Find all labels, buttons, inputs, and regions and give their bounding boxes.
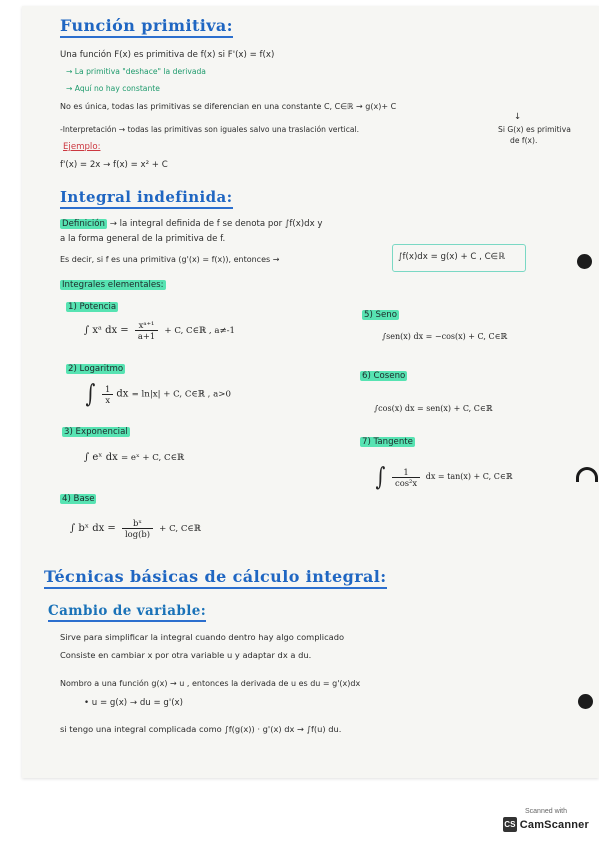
formula-coseno: ∫cos(x) dx = sen(x) + C, C∈ℝ <box>374 404 493 413</box>
camscanner-icon: CS <box>503 817 517 832</box>
formula-base: ∫ bˣ dx = $\frac{\text{bˣ}}{\log(b)}$ + C, C∈ℝ <box>70 518 201 539</box>
item-label: 4) Base <box>62 494 95 504</box>
ring-binder-arc <box>576 467 598 482</box>
boxed-formula-text: ∫f(x)dx = g(x) + C , C∈ℝ <box>398 252 505 262</box>
section-title-tecnicas: Técnicas básicas de cálculo integral: <box>44 567 387 589</box>
section-title-indefinida: Integral indefinida: <box>60 188 233 209</box>
side-note: Si G(x) es primitiva <box>498 125 571 134</box>
formula-potencia: ∫ xᵃ dx = $\frac{\text{xᵃ⁺¹}}{a+1}$ + C, C∈ℝ , a≠-1 <box>84 320 236 341</box>
item-label: 3) Exponencial <box>64 427 128 437</box>
definition-line: Una función F(x) es primitiva de f(x) si F'(x) = f(x) <box>60 50 275 60</box>
camscanner-logo <box>503 808 589 832</box>
formula-logaritmo: ∫ $\frac{1}{x}$ dx = ln|x| + C, C∈ℝ , a>0 <box>85 379 231 408</box>
scanned-with-label: Scanned with <box>524 808 568 815</box>
side-arrow: ↓ <box>514 112 522 122</box>
example-label: Ejemplo: <box>63 142 101 152</box>
text-line: a la forma general de la primitiva de f. <box>60 234 226 244</box>
text-line: Nombro a una función g(x) → u , entonces la derivada de u es du = g'(x)dx <box>60 679 361 688</box>
note-line: → Aquí no hay constante <box>66 84 160 93</box>
punch-hole-bottom <box>578 694 593 709</box>
formula-tangente: ∫ $\frac{1}{\text{cos²x}}$ dx = tan(x) + C, C∈ℝ <box>375 462 513 491</box>
text-line: Consiste en cambiar x por otra variable u y adaptar dx a du. <box>60 650 312 660</box>
elementales-heading: Integrales elementales: <box>62 280 164 290</box>
item-label: 5) Seno <box>364 310 397 320</box>
definition-label: Definición <box>62 219 105 229</box>
item-label: 6) Coseno <box>362 371 406 381</box>
subsection-title-cambio: Cambio de variable: <box>48 603 206 622</box>
item-label: 2) Logaritmo <box>68 364 124 374</box>
section-title-primitiva: Función primitiva: <box>60 16 233 38</box>
definition-line: Definición → la integral definida de f se denota por ∫f(x)dx y <box>62 219 323 229</box>
text-line: si tengo una integral complicada como ∫f(g(x)) · g'(x) dx → ∫f(u) du. <box>60 724 342 734</box>
punch-hole-top <box>577 254 592 269</box>
item-label: 1) Potencia <box>68 302 117 312</box>
item-label: 7) Tangente <box>362 437 413 447</box>
text-line: No es única, todas las primitivas se diferencian en una constante C, C∈ℝ → g(x)+ C <box>60 102 397 111</box>
note-line: → La primitiva "deshace" la derivada <box>66 67 206 76</box>
formula-exponencial: ∫ eˣ dx = eˣ + C, C∈ℝ <box>84 452 185 463</box>
example-formula: f'(x) = 2x → f(x) = x² + C <box>60 160 168 170</box>
side-note: de f(x). <box>510 136 538 145</box>
text-line: Es decir, si f es una primitiva (g'(x) = f(x)), entonces → <box>60 255 280 264</box>
text-line: Sirve para simplificar la integral cuando dentro hay algo complicado <box>60 632 345 642</box>
bullet-line: • u = g(x) → du = g'(x) <box>84 698 183 708</box>
camscanner-brand: CamScanner <box>519 818 589 831</box>
text-line: -Interpretación → todas las primitivas son iguales salvo una traslación vertical. <box>60 125 360 134</box>
formula-seno: ∫sen(x) dx = −cos(x) + C, C∈ℝ <box>382 332 508 341</box>
